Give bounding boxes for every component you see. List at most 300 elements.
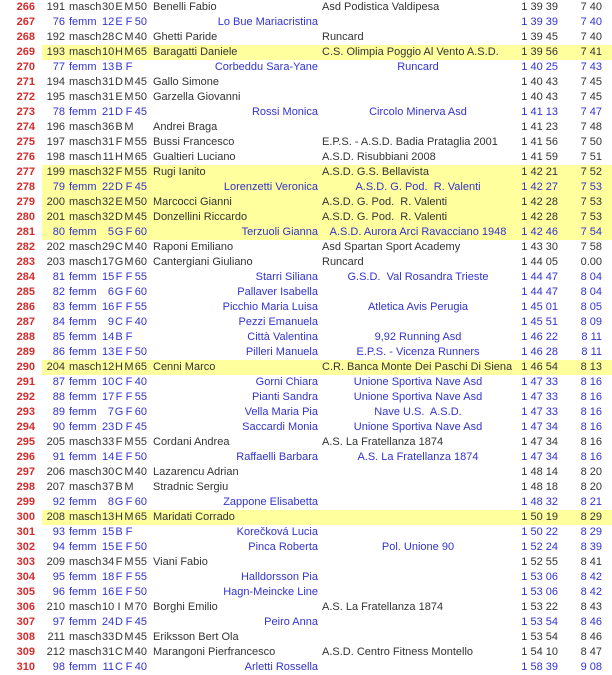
team-name: A.S.D. G.S. Bellavista [322,166,429,178]
athlete-name: Rugi Ianito [153,166,206,178]
category-class: H [115,511,123,523]
gender-position: 76 [52,16,65,28]
pace: 7 43 [580,61,602,73]
overall-position: 289 [16,346,35,358]
team-name: A.S.D. Aurora Arci Ravacciano 1948 [329,226,507,238]
row-fields [42,630,612,645]
row-fields [42,660,612,675]
row-fields [42,585,612,600]
gender-position: 93 [52,526,65,538]
athlete-name: Stradnic Sergiu [153,481,229,493]
gender-label: masch [69,556,102,568]
pace: 8 21 [580,496,602,508]
pace: 7 54 [580,226,602,238]
category-sex: F [125,181,133,193]
gender-position: 207 [46,481,65,493]
finish-time: 1 41 56 [521,136,558,148]
pace: 8 46 [580,616,602,628]
team-name [318,120,518,135]
pace: 7 41 [580,46,602,58]
athlete-name: Marangoni Pierfrancesco [153,646,276,658]
category-class: E [115,451,123,463]
athlete-name: Corbeddu Sara-Yane [214,61,318,73]
pace: 8 04 [580,286,602,298]
team-name: Runcard [397,61,439,73]
team-name [318,525,518,540]
category-sex: F [125,586,133,598]
pace: 8 29 [580,526,602,538]
category-class: G [114,256,124,268]
pace: 8 11 [581,346,602,358]
team-name: C.R. Banca Monte Dei Paschi Di Siena [322,361,513,373]
category-count: 5 [107,226,114,238]
table-row [0,360,612,375]
category-sex: F [125,106,133,118]
category-age: 55 [134,136,147,148]
row-fields [42,360,612,375]
pace: 8 16 [580,436,602,448]
pace: 0.00 [580,256,602,268]
gender-label: femm [69,346,97,358]
category-class: D [115,421,123,433]
finish-time: 1 39 39 [521,1,558,13]
table-row [0,645,612,660]
finish-time: 1 53 54 [521,616,558,628]
category-count: 17 [102,391,115,403]
athlete-name: Lorenzetti Veronica [223,181,318,193]
category-age [134,525,147,540]
category-count: 29 [102,241,115,253]
gender-label: masch [69,646,102,658]
category-sex: M [124,466,134,478]
gender-label: masch [69,46,102,58]
gender-label: masch [69,436,102,448]
gender-position: 85 [52,331,65,343]
pace: 7 47 [580,106,602,118]
team-name: Unione Sportiva Nave Asd [353,421,483,433]
athlete-name: Pezzi Emanuela [238,316,318,328]
finish-time: 1 42 46 [521,226,558,238]
row-fields [42,195,612,210]
pace: 7 52 [580,166,602,178]
gender-position: 87 [52,376,65,388]
gender-position: 198 [46,151,65,163]
team-name: A.S.D. Risubbiani 2008 [322,151,436,163]
finish-time: 1 39 39 [521,16,558,28]
table-row [0,135,612,150]
gender-label: masch [69,631,102,643]
table-row [0,90,612,105]
row-fields [42,435,612,450]
athlete-name: Città Valentina [247,331,318,343]
category-age: 60 [134,226,147,238]
gender-label: masch [69,511,102,523]
gender-label: femm [69,286,97,298]
category-class: F [115,556,123,568]
gender-label: femm [69,661,97,673]
table-row [0,420,612,435]
category-class: D [115,211,123,223]
gender-position: 194 [46,76,65,88]
pace: 7 48 [580,121,602,133]
category-count: 14 [102,331,115,343]
category-sex: F [125,661,133,673]
athlete-name: Picchio Maria Luisa [222,301,318,313]
category-age: 65 [134,46,147,58]
category-count: 9 [107,316,114,328]
category-age: 40 [134,241,147,253]
pace: 8 41 [580,556,602,568]
gender-label: femm [69,16,97,28]
gender-position: 191 [46,1,65,13]
row-fields [42,30,612,45]
category-count: 10 [102,601,115,613]
category-age: 65 [134,361,147,373]
gender-position: 196 [46,121,65,133]
finish-time: 1 47 33 [521,376,558,388]
row-fields [42,105,612,120]
athlete-name: Pallaver Isabella [237,286,318,298]
category-class: D [115,76,123,88]
finish-time: 1 47 34 [521,451,558,463]
category-age: 55 [134,391,147,403]
row-fields [42,75,612,90]
category-age: 55 [134,556,147,568]
category-count: 16 [102,586,115,598]
overall-position: 270 [16,61,35,73]
gender-label: femm [69,181,97,193]
table-row [0,60,612,75]
gender-position: 82 [52,286,65,298]
pace: 8 47 [580,646,602,658]
category-class: C [115,466,123,478]
athlete-name: Baragatti Daniele [153,46,238,58]
row-fields [42,165,612,180]
pace: 8 04 [580,271,602,283]
table-row [0,75,612,90]
category-count: 23 [102,421,115,433]
pace: 8 11 [581,331,602,343]
finish-time: 1 41 13 [521,106,558,118]
gender-label: masch [69,466,102,478]
row-fields [42,180,612,195]
finish-time: 1 42 21 [521,166,558,178]
category-sex: M [124,136,134,148]
table-row [0,240,612,255]
category-class: I [117,601,121,613]
table-row [0,315,612,330]
category-count: 21 [102,106,115,118]
category-sex: M [124,511,134,523]
category-class: D [115,181,123,193]
gender-position: 193 [46,46,65,58]
gender-position: 84 [52,316,65,328]
category-age: 60 [134,496,147,508]
gender-label: femm [69,496,97,508]
overall-position: 310 [16,661,35,673]
athlete-name: Lazarencu Adrian [153,466,239,478]
category-class: D [115,631,123,643]
row-fields [42,525,612,540]
category-class: C [115,31,123,43]
row-fields [42,150,612,165]
finish-time: 1 45 51 [521,316,558,328]
finish-time: 1 54 10 [521,646,558,658]
team-name: Runcard [322,31,364,43]
overall-position: 308 [16,631,35,643]
category-class: D [115,106,123,118]
overall-position: 285 [16,286,35,298]
finish-time: 1 43 30 [521,241,558,253]
gender-position: 200 [46,196,65,208]
finish-time: 1 52 55 [521,556,558,568]
team-name: A.S. La Fratellanza 1874 [322,601,444,613]
category-age [134,480,147,495]
team-name: Asd Podistica Valdipesa [322,1,440,13]
gender-position: 212 [46,646,65,658]
category-sex: F [125,451,133,463]
athlete-name: Marcocci Gianni [153,196,232,208]
gender-label: masch [69,241,102,253]
category-sex: M [124,1,134,13]
gender-label: femm [69,316,97,328]
category-sex: F [125,61,133,73]
team-name [318,570,518,585]
category-sex: M [124,31,134,43]
team-name: Asd Spartan Sport Academy [322,241,461,253]
table-row [0,375,612,390]
athlete-name: Benelli Fabio [153,1,217,13]
gender-label: masch [69,151,102,163]
finish-time: 1 41 59 [521,151,558,163]
overall-position: 277 [16,166,35,178]
overall-position: 283 [16,256,35,268]
category-sex: F [125,331,133,343]
row-fields [42,45,612,60]
athlete-name: Cantergiani Giuliano [153,256,253,268]
table-row [0,510,612,525]
overall-position: 296 [16,451,35,463]
finish-time: 1 44 47 [521,286,558,298]
gender-position: 89 [52,406,65,418]
category-age: 55 [134,271,147,283]
category-sex: M [124,646,134,658]
category-sex: M [124,91,134,103]
gender-position: 98 [52,661,65,673]
category-count: 15 [102,271,115,283]
category-age: 50 [134,346,147,358]
category-count: 11 [102,151,114,163]
category-class: G [114,286,124,298]
pace: 8 39 [580,541,602,553]
category-age: 40 [134,646,147,658]
gender-position: 199 [46,166,65,178]
table-row [0,405,612,420]
team-name: E.P.S. - A.S.D. Badia Prataglia 2001 [322,136,498,148]
athlete-name: Donzellini Riccardo [153,211,248,223]
category-class: F [115,271,123,283]
category-count: 24 [102,616,115,628]
team-name: E.P.S. - Vicenza Runners [356,346,480,358]
pace: 7 45 [580,76,602,88]
category-sex: M [124,631,134,643]
pace: 8 13 [580,361,602,373]
team-name: A.S.D. G. Pod. R. Valenti [355,181,481,193]
pace: 8 16 [580,376,602,388]
team-name [318,630,518,645]
category-class: B [115,121,123,133]
row-fields [42,225,612,240]
category-age: 60 [134,286,147,298]
category-count: 36 [102,121,115,133]
category-class: H [115,46,123,58]
overall-position: 268 [16,31,35,43]
team-name: A.S. La Fratellanza 1874 [322,436,444,448]
category-class: E [115,196,123,208]
finish-time: 1 50 22 [521,526,558,538]
overall-position: 295 [16,436,35,448]
overall-position: 304 [16,571,35,583]
row-fields [42,555,612,570]
athlete-name: Cordani Andrea [153,436,230,448]
overall-position: 282 [16,241,35,253]
athlete-name: Terzuoli Gianna [241,226,318,238]
category-sex: M [124,481,134,493]
category-age [134,120,147,135]
category-sex: M [124,76,134,88]
pace: 7 45 [580,91,602,103]
category-class: F [115,166,123,178]
gender-label: masch [69,1,102,13]
gender-position: 83 [52,301,65,313]
athlete-name: Gallo Simone [153,76,220,88]
overall-position: 291 [16,376,35,388]
category-sex: F [125,271,133,283]
category-count: 34 [102,556,115,568]
category-count: 32 [102,196,115,208]
overall-position: 293 [16,406,35,418]
overall-position: 272 [16,91,35,103]
pace: 8 16 [580,406,602,418]
athlete-name: Zappone Elisabetta [223,496,318,508]
category-count: 18 [102,571,115,583]
row-fields [42,255,612,270]
row-fields [42,15,612,30]
gender-label: femm [69,391,97,403]
category-class: E [115,346,123,358]
athlete-name: Pianti Sandra [251,391,318,403]
row-fields [42,345,612,360]
gender-position: 77 [52,61,65,73]
table-row [0,195,612,210]
overall-position: 297 [16,466,35,478]
gender-position: 79 [52,181,65,193]
table-row [0,120,612,135]
pace: 8 16 [580,391,602,403]
table-row [0,30,612,45]
finish-time: 1 46 28 [521,346,558,358]
gender-position: 80 [52,226,65,238]
row-fields [42,390,612,405]
pace: 7 53 [580,196,602,208]
pace: 7 58 [580,241,602,253]
row-fields [42,315,612,330]
category-class: G [114,496,124,508]
table-row [0,330,612,345]
category-count: 33 [102,436,115,448]
overall-position: 276 [16,151,35,163]
finish-time: 1 40 43 [521,76,558,88]
category-sex: M [124,436,134,448]
gender-label: femm [69,301,97,313]
team-name: Runcard [322,256,364,268]
pace: 7 51 [580,151,602,163]
overall-position: 278 [16,181,35,193]
team-name [318,480,518,495]
table-row [0,105,612,120]
athlete-name: Bussi Francesco [153,136,235,148]
athlete-name: Maridati Corrado [153,511,235,523]
overall-position: 279 [16,196,35,208]
gender-position: 94 [52,541,65,553]
table-row [0,450,612,465]
category-count: 7 [107,406,114,418]
pace: 8 09 [580,316,602,328]
category-age: 40 [134,376,147,388]
athlete-name: Raponi Emiliano [153,241,234,253]
row-fields [42,300,612,315]
table-row [0,345,612,360]
gender-label: masch [69,256,102,268]
athlete-name: Raffaelli Barbara [236,451,318,463]
athlete-name: Halldorsson Pia [240,571,318,583]
overall-position: 269 [16,46,35,58]
category-sex: M [124,256,134,268]
row-fields [42,480,612,495]
category-count: 37 [102,481,115,493]
overall-position: 284 [16,271,35,283]
category-count: 31 [102,76,115,88]
gender-label: femm [69,406,97,418]
category-sex: M [124,121,134,133]
category-class: F [115,136,123,148]
category-sex: F [125,616,133,628]
athlete-name: Eriksson Bert Ola [153,631,239,643]
athlete-name: Cenni Marco [153,361,216,373]
table-row [0,465,612,480]
category-sex: F [125,496,133,508]
gender-position: 78 [52,106,65,118]
overall-position: 287 [16,316,35,328]
gender-label: femm [69,616,97,628]
category-count: 31 [102,91,115,103]
row-fields [42,375,612,390]
row-fields [42,510,612,525]
table-row [0,540,612,555]
table-row [0,525,612,540]
category-sex: M [124,211,134,223]
category-count: 22 [102,181,115,193]
overall-position: 302 [16,541,35,553]
table-row [0,15,612,30]
category-sex: M [124,196,134,208]
team-name [318,285,518,300]
overall-position: 307 [16,616,35,628]
category-class: D [115,616,123,628]
team-name: A.S. La Fratellanza 1874 [357,451,479,463]
gender-label: femm [69,586,97,598]
row-fields [42,90,612,105]
